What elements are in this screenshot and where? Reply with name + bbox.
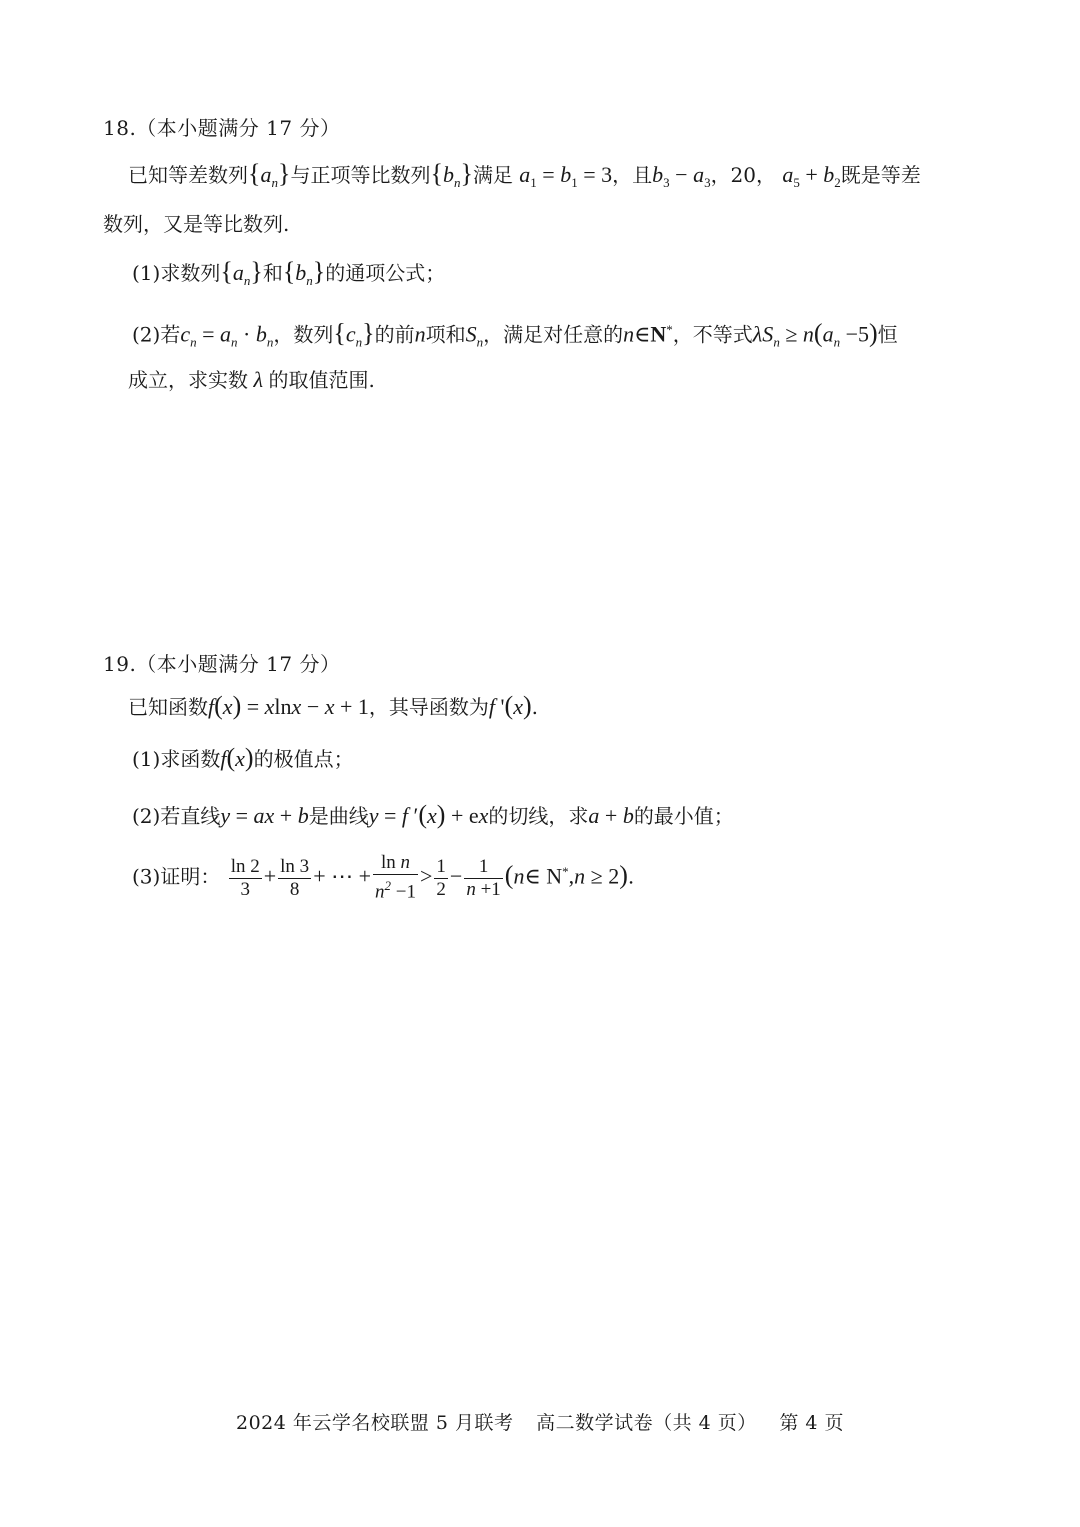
footer-exam-name: 2024 年云学名校联盟 5 月联考 [236, 1412, 514, 1434]
q18-title: 18.（本小题满分 17 分） [103, 116, 341, 140]
q18-part2-line1: (2)若$c_n = a_n \cdot b_n$，数列$\{c_n\}$的前n项和$S_n$，满足对任意的n∈N*，不等式$\lambda S_n \ge n(a_n -5)$恒 [132, 318, 898, 350]
fraction-ln2-over-3: $\frac{\ln 2}{3}$ [230, 855, 260, 900]
q18-part1: (1)求数列$\{a_n\}$和$\{b_n\}$的通项公式； [132, 257, 446, 288]
q18-intro-line1: 已知等差数列$\{a_n\}$与正项等比数列$\{b_n\}$满足 $a_1 = b_1 = 3$，且$b_3 - a_3$，20， $a_5 + b_2$既是等差 [128, 159, 921, 190]
fraction-1-over-n-plus-1: $\frac{1}{n +1}$ [466, 855, 501, 900]
q19-part2: (2)若直线y = ax + b是曲线y = f ′(x) + ex的切线，求a + b的最小值； [132, 800, 734, 829]
q19-title: 19.（本小题满分 17 分） [103, 652, 341, 676]
fraction-lnn-over-n2-minus-1: $\frac{\text{ln n}}{n^2 -1}$ [375, 852, 416, 903]
q18-intro-line2: 数列，又是等比数列. [103, 212, 290, 236]
q19-part3: (3)证明： $\frac{\ln 2}{3}$ + $\frac{\ln 3}{8}$ + ⋯ + $\frac{\text{ln n}}{n^2 -1}$ > $\frac{1}{2}$ − $\frac{1}{n +1}$ (n∈ N*,n ≥ 2). [132, 852, 635, 903]
page-footer [0, 1408, 1080, 1435]
q18-part2-line2: 成立，求实数 λ 的取值范围. [128, 367, 375, 392]
fraction-ln3-over-8: $\frac{\ln 3}{8}$ [280, 855, 310, 900]
q19-part1: (1)求函数f(x)的极值点； [132, 743, 354, 772]
q19-intro: 已知函数f(x) = xlnx − x + 1，其导函数为f '(x). [128, 691, 538, 720]
fraction-1-over-2: $\frac{1}{2}$ [436, 855, 446, 900]
footer-subject: 高二数学试卷（共 4 页） [536, 1412, 757, 1434]
footer-page-number: 第 4 页 [779, 1412, 844, 1434]
